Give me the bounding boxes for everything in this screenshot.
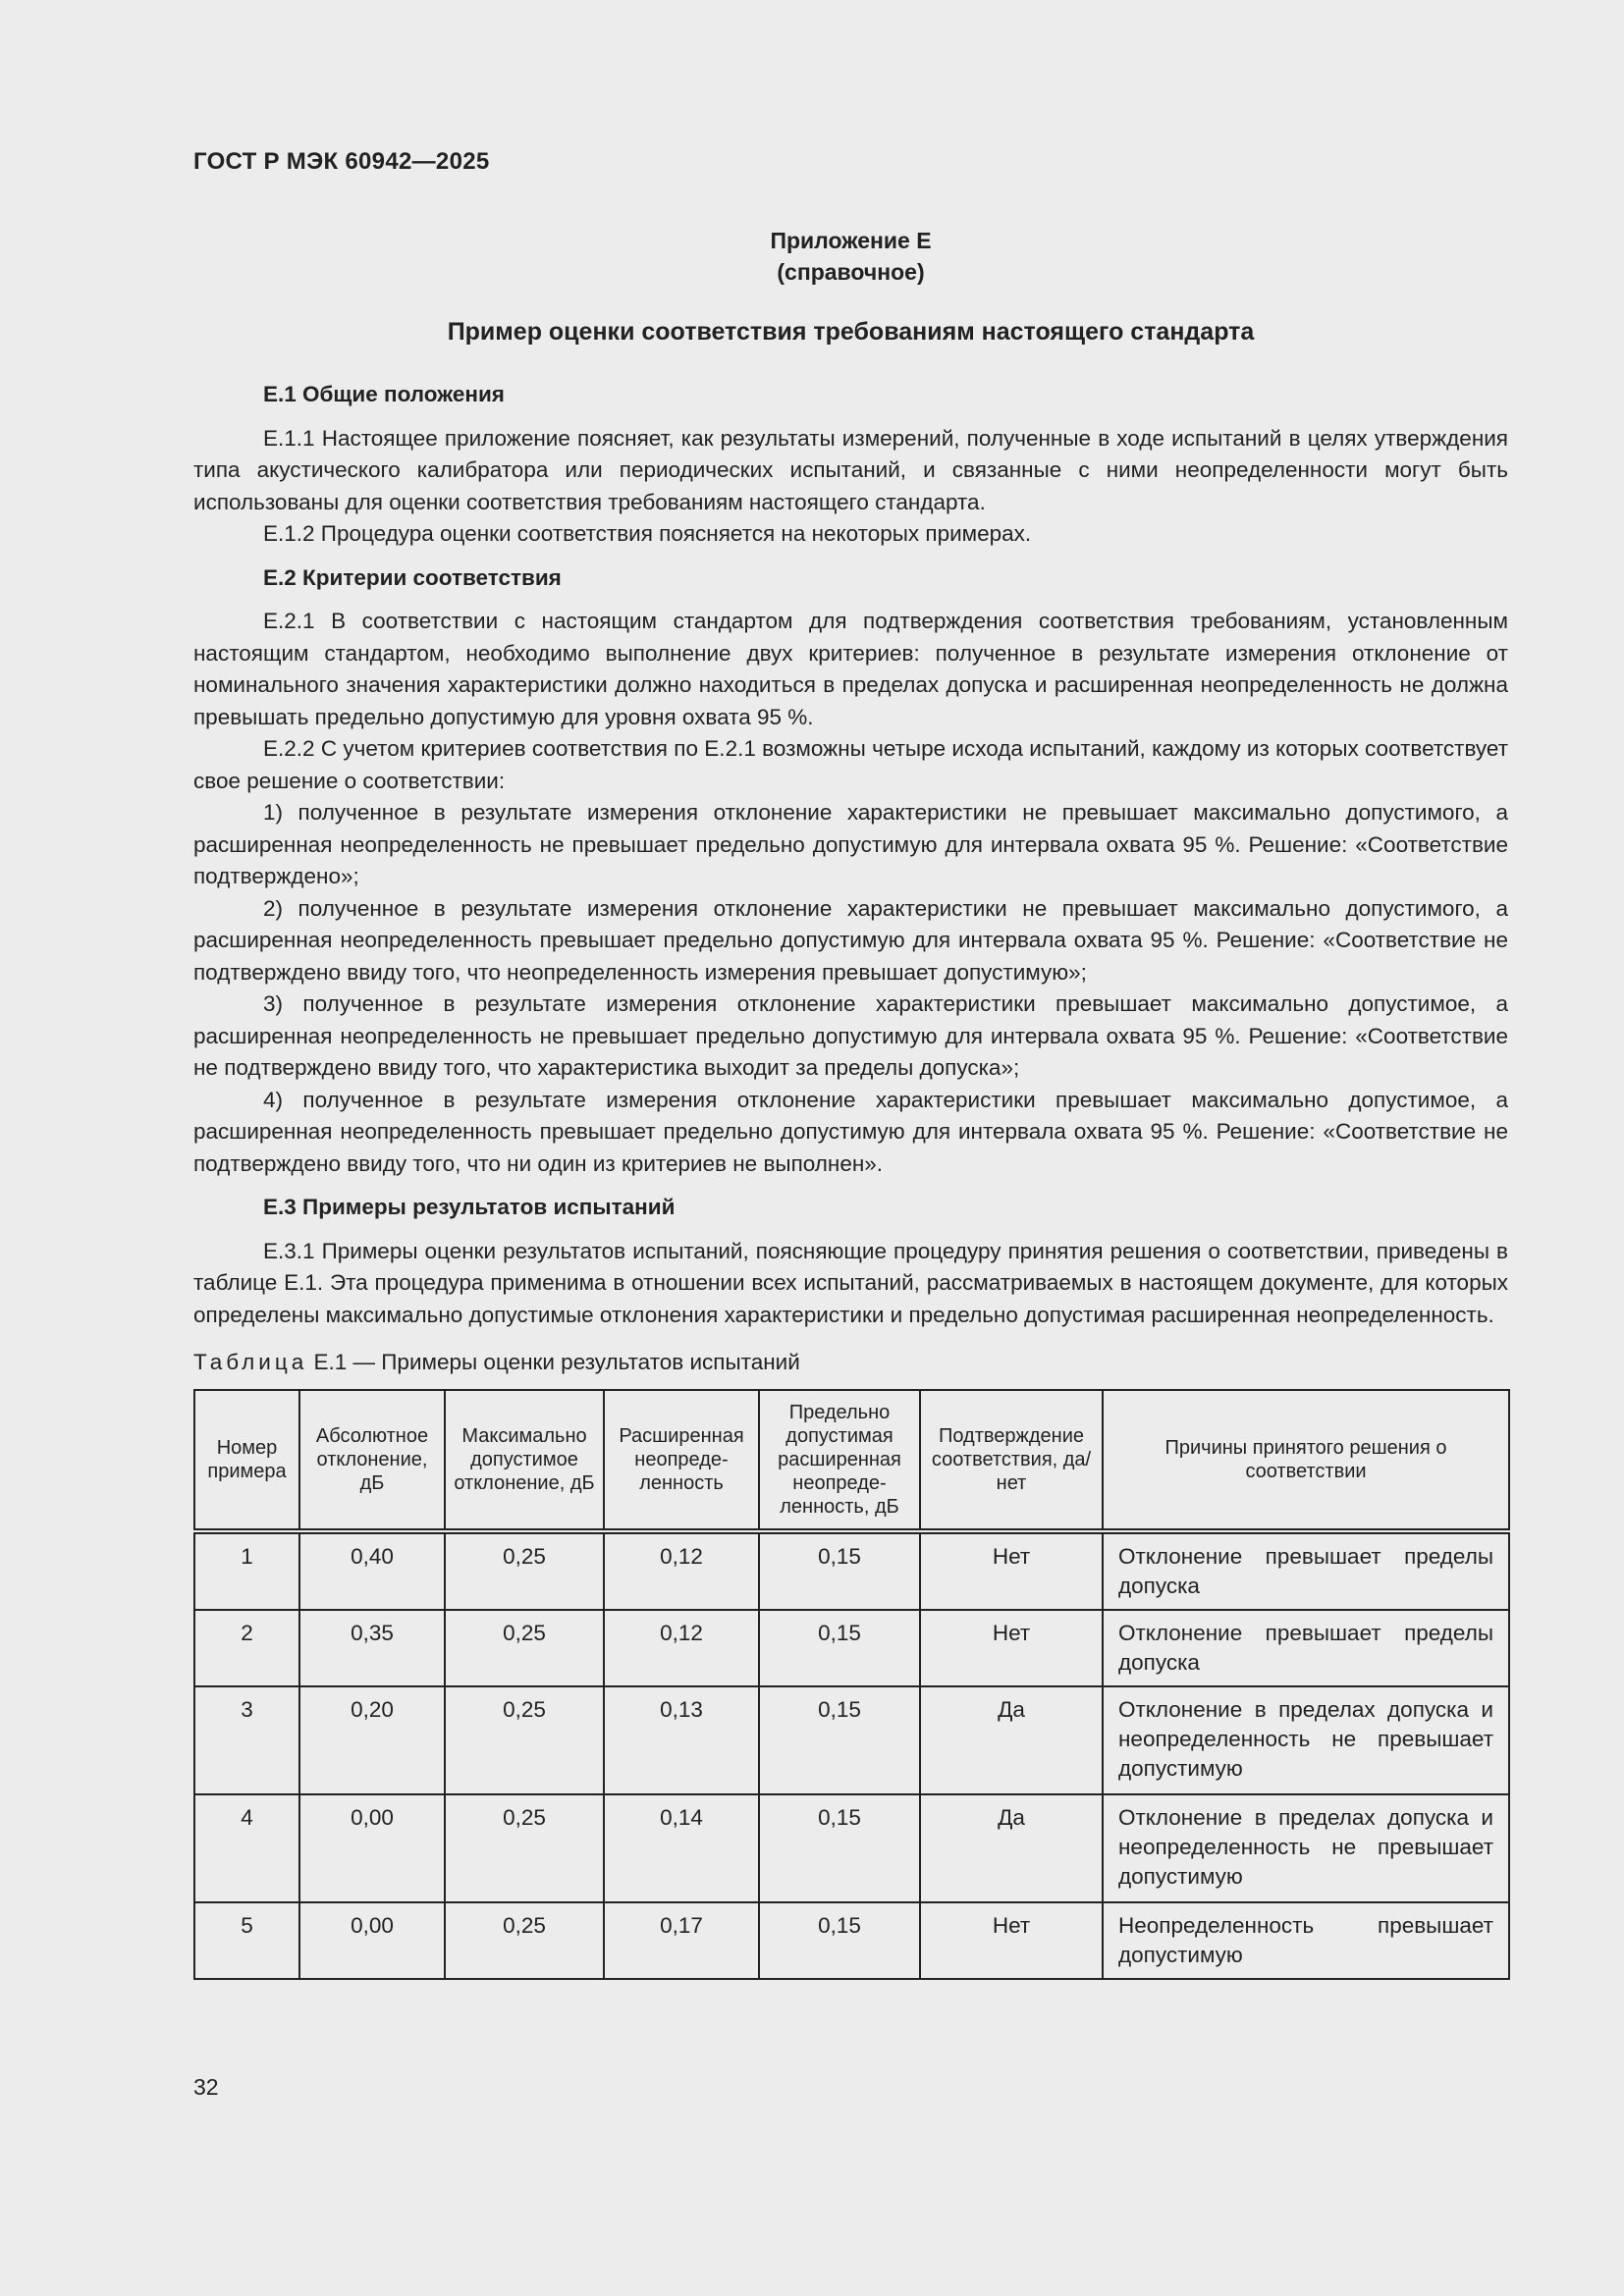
cell-abs-deviation: 0,00: [299, 1902, 445, 1979]
cell-uncertainty: 0,14: [604, 1794, 759, 1902]
cell-uncertainty: 0,13: [604, 1686, 759, 1794]
cell-conformance: Да: [920, 1794, 1103, 1902]
cell-uncertainty: 0,12: [604, 1610, 759, 1686]
list-item-outcome-4: 4) полученное в результате измерения отклонение характеристики превышает максимально допустимое, а расширенная неопределенность превышает предельно допустимую для интервала охвата 95 %. Решение: «Соответствие не подтверждено ввиду того, что ни один из критериев не выполнен».: [193, 1087, 1508, 1176]
list-item-outcome-1: 1) полученное в результате измерения отклонение характеристики не превышает максимально допустимого, а расширенная неопределенность не превышает предельно допустимую для интервала охвата 95 %. Решение: «Соответствие подтверждено»;: [193, 800, 1508, 888]
cell-conformance: Нет: [920, 1610, 1103, 1686]
cell-conformance: Да: [920, 1686, 1103, 1794]
table-row: [194, 1610, 1509, 1686]
cell-max-deviation: 0,25: [445, 1610, 604, 1686]
cell-reason: Отклонение превышает пределы допуска: [1103, 1531, 1509, 1610]
header-max-uncertainty: Предельно допустимая расширенная неопреде-ленность, дБ: [759, 1390, 920, 1531]
cell-max-uncertainty: 0,15: [759, 1610, 920, 1686]
cell-max-deviation: 0,25: [445, 1686, 604, 1794]
table-row: [194, 1686, 1509, 1794]
list-item-outcome-3: 3) полученное в результате измерения отклонение характеристики превышает максимально допустимое, а расширенная неопределенность не превышает предельно допустимую для интервала охвата 95 %. Решение: «Соответствие не подтверждено ввиду того, что характеристика выходит за пределы допуска»;: [193, 991, 1508, 1080]
cell-abs-deviation: 0,35: [299, 1610, 445, 1686]
header-reasons: Причины принятого решения о соответствии: [1103, 1390, 1509, 1531]
cell-conformance: Нет: [920, 1531, 1103, 1610]
cell-abs-deviation: 0,00: [299, 1794, 445, 1902]
appendix-heading: [193, 225, 1508, 288]
paragraph-e1-2: Е.1.2 Процедура оценки соответствия поясняется на некоторых примерах.: [263, 521, 1032, 546]
paragraph-e3-1: Е.3.1 Примеры оценки результатов испытаний, поясняющие процедуру принятия решения о соответствии, приведены в таблице Е.1. Эта процедура применима в отношении всех испытаний, рассматриваемых в настоящем документе, для которых определены максимально допустимые отклонения характеристики и предельно допустимая расширенная неопределенность.: [193, 1238, 1508, 1327]
paragraph-e2-2: Е.2.2 С учетом критериев соответствия по Е.2.1 возможны четыре исхода испытаний, каждому из которых соответствует свое решение о соответствии:: [193, 736, 1508, 793]
table-row: [194, 1531, 1509, 1610]
cell-max-uncertainty: 0,15: [759, 1794, 920, 1902]
table-row: [194, 1902, 1509, 1979]
cell-max-deviation: 0,25: [445, 1531, 604, 1610]
results-table: [193, 1389, 1510, 1980]
cell-reason: Неопределенность превышает допустимую: [1103, 1902, 1509, 1979]
cell-uncertainty: 0,17: [604, 1902, 759, 1979]
cell-max-uncertainty: 0,15: [759, 1902, 920, 1979]
list-item-outcome-2: 2) полученное в результате измерения отклонение характеристики не превышает максимально допустимого, а расширенная неопределенность превышает предельно допустимую для интервала охвата 95 %. Решение: «Соответствие не подтверждено ввиду того, что неопределенность измерения превышает допустимую»;: [193, 895, 1508, 985]
header-max-deviation: Максимально допустимое отклонение, дБ: [445, 1390, 604, 1531]
table-row: [194, 1794, 1509, 1902]
cell-conformance: Нет: [920, 1902, 1103, 1979]
table-caption-word: Таблица: [193, 1350, 308, 1374]
cell-reason: Отклонение в пределах допуска и неопределенность не превышает допустимую: [1103, 1686, 1509, 1794]
cell-number: 1: [194, 1531, 299, 1610]
cell-abs-deviation: 0,20: [299, 1686, 445, 1794]
cell-max-uncertainty: 0,15: [759, 1531, 920, 1610]
cell-uncertainty: 0,12: [604, 1531, 759, 1610]
header-example-number: Номер примера: [194, 1390, 299, 1531]
cell-number: 3: [194, 1686, 299, 1794]
table-caption: [193, 1347, 1508, 1379]
cell-reason: Отклонение превышает пределы допуска: [1103, 1610, 1509, 1686]
cell-reason: Отклонение в пределах допуска и неопределенность не превышает допустимую: [1103, 1794, 1509, 1902]
section-heading-e3: Е.3 Примеры результатов испытаний: [263, 1195, 676, 1219]
paragraph-e2-1: Е.2.1 В соответствии с настоящим стандартом для подтверждения соответствия требованиям, установленным настоящим стандартом, необходимо выполнение двух критериев: полученное в результате измерения отклонение от номинального значения характеристики должно находиться в пределах допуска и расширенная неопределенность не должна превышать предельно допустимую для уровня охвата 95 %.: [193, 609, 1508, 729]
header-absolute-deviation: Абсолютное отклонение, дБ: [299, 1390, 445, 1531]
section-heading-e2: Е.2 Критерии соответствия: [263, 564, 562, 590]
appendix-title: Пример оценки соответствия требованиям настоящего стандарта: [447, 318, 1255, 346]
table-caption-text: Е.1 — Примеры оценки результатов испытаний: [307, 1350, 800, 1374]
cell-max-uncertainty: 0,15: [759, 1686, 920, 1794]
page-number: 32: [193, 2074, 219, 2100]
header-expanded-uncertainty: Расширенная неопреде-ленность: [604, 1390, 759, 1531]
appendix-type: (справочное): [777, 259, 925, 285]
paragraph-e1-1: Е.1.1 Настоящее приложение поясняет, как результаты измерений, полученные в ходе испытаний в целях утверждения типа акустического калибратора или периодических испытаний, и связанные с ними неопределенности могут быть использованы для оценки соответствия требованиям настоящего стандарта.: [193, 425, 1508, 514]
section-heading-e1: Е.1 Общие положения: [263, 382, 505, 406]
table-header-row: [194, 1390, 1509, 1531]
document-id: ГОСТ Р МЭК 60942—2025: [193, 148, 490, 175]
cell-abs-deviation: 0,40: [299, 1531, 445, 1610]
cell-number: 4: [194, 1794, 299, 1902]
cell-number: 5: [194, 1902, 299, 1979]
cell-max-deviation: 0,25: [445, 1902, 604, 1979]
cell-max-deviation: 0,25: [445, 1794, 604, 1902]
cell-number: 2: [194, 1610, 299, 1686]
appendix-label: Приложение Е: [770, 228, 932, 253]
document-body: [193, 379, 1508, 1980]
header-conformance: Подтверждение соответствия, да/нет: [920, 1390, 1103, 1531]
